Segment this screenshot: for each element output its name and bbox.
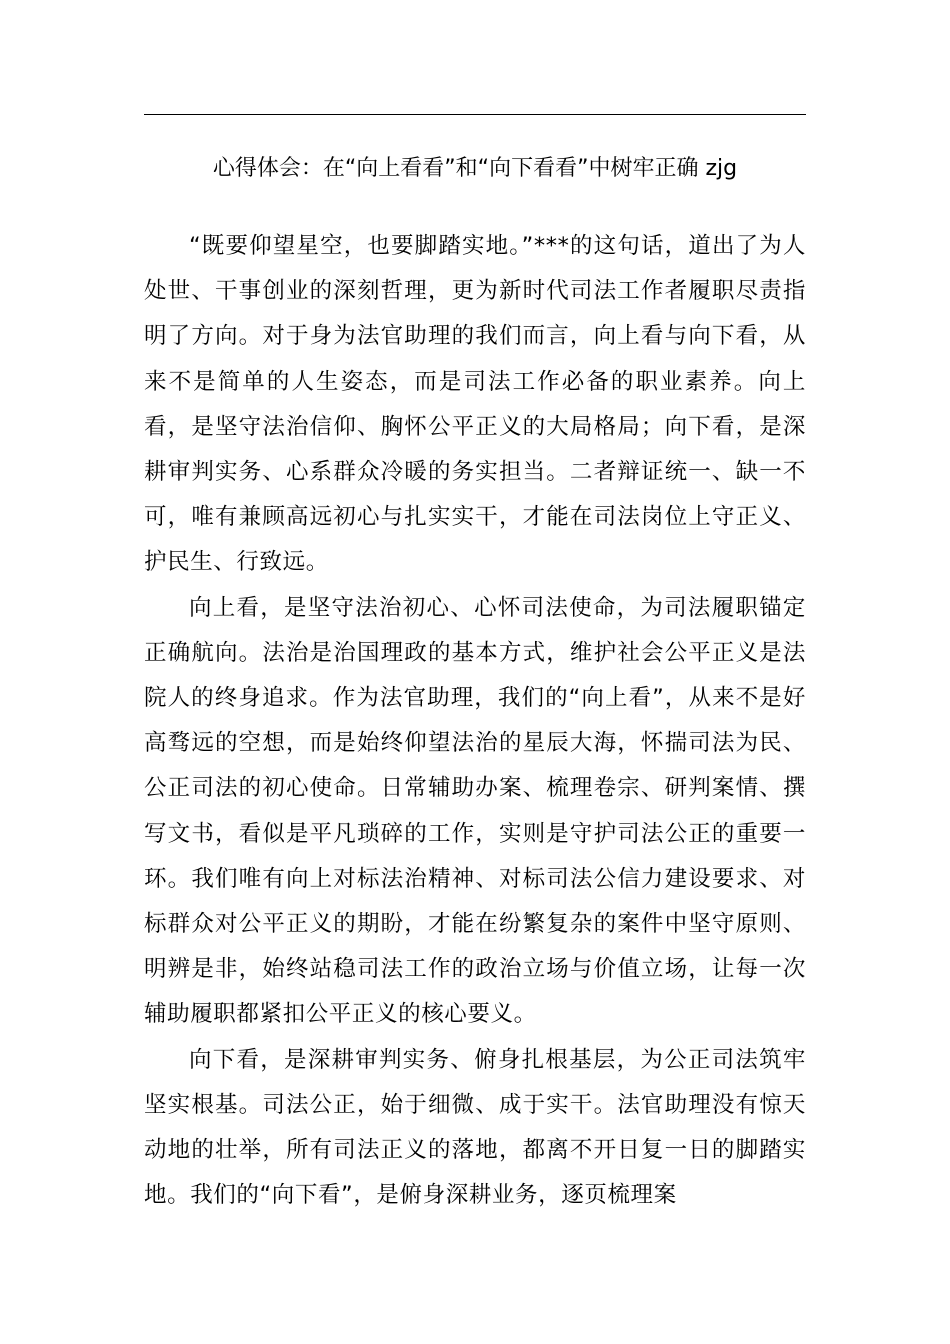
document-title: 心得体会：在“向上看看”和“向下看看”中树牢正确 zjg bbox=[212, 156, 738, 181]
document-body bbox=[144, 224, 806, 1218]
paragraph-look-down: 向下看，是深耕审判实务、俯身扎根基层，为公正司法筑牢坚实根基。司法公正，始于细微、成于实干。法官助理没有惊天动地的壮举，所有司法正义的落地，都离不开日复一日的脚踏实地。我们的“向下看”，是俯身深耕业务，逐页梳理案 bbox=[144, 1046, 806, 1209]
paragraph-intro: “既要仰望星空，也要脚踏实地。”***的这句话，道出了为人处世、干事创业的深刻哲理，更为新时代司法工作者履职尽责指明了方向。对于身为法官助理的我们而言，向上看与向下看，从来不是简单的人生姿态，而是司法工作必备的职业素养。向上看，是坚守法治信仰、胸怀公平正义的大局格局；向下看，是深耕审判实务、心系群众冷暖的务实担当。二者辩证统一、缺一不可，唯有兼顾高远初心与扎实实干，才能在司法岗位上守正义、护民生、行致远。 bbox=[144, 233, 806, 576]
paragraph-look-up: 向上看，是坚守法治初心、心怀司法使命，为司法履职锚定正确航向。法治是治国理政的基本方式，维护社会公平正义是法院人的终身追求。作为法官助理，我们的“向上看”，从来不是好高骛远的空想，而是始终仰望法治的星辰大海，怀揣司法为民、公正司法的初心使命。日常辅助办案、梳理卷宗、研判案情、撰写文书，看似是平凡琐碎的工作，实则是守护司法公正的重要一环。我们唯有向上对标法治精神、对标司法公信力建设要求、对标群众对公平正义的期盼，才能在纷繁复杂的案件中坚守原则、明辨是非，始终站稳司法工作的政治立场与价值立场，让每一次辅助履职都紧扣公平正义的核心要义。 bbox=[144, 594, 806, 1028]
header-rule bbox=[144, 114, 806, 115]
